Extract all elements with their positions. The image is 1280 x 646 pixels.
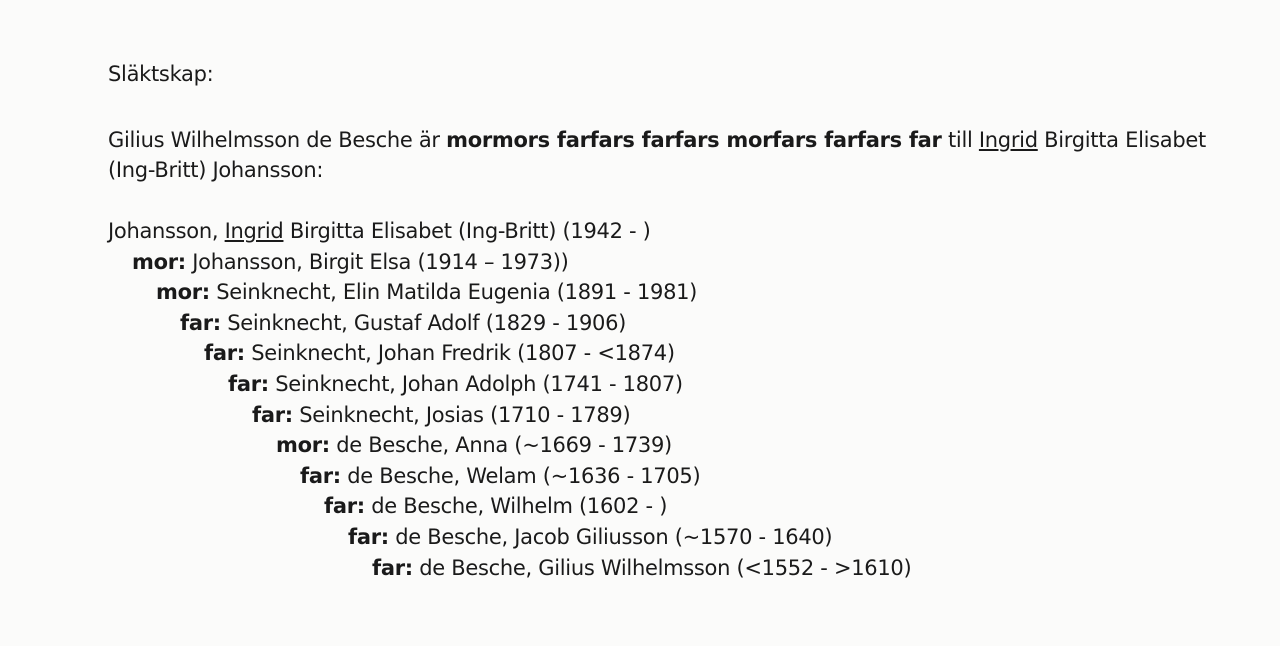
person-entry: de Besche, Gilius Wilhelmsson (<1552 - >1610) [412, 555, 912, 580]
person-entry: Seinknecht, Elin Matilda Eugenia (1891 - 1981) [209, 280, 698, 305]
root-prefix: Johansson, [108, 219, 225, 243]
root-suffix: Birgitta Elisabet (Ing-Britt) (1942 - ) [283, 219, 651, 243]
lineage-item [108, 308, 911, 339]
lineage-root [108, 216, 911, 247]
person-entry: de Besche, Wilhelm (1602 - ) [364, 494, 668, 519]
lineage-item [108, 400, 911, 431]
root-underlined-name: Ingrid [224, 219, 284, 243]
person-entry: de Besche, Jacob Giliusson (~1570 - 1640) [388, 524, 833, 549]
heading: Släktskap: [108, 62, 214, 86]
relation-label: far: [228, 371, 269, 396]
relation-label: far: [300, 463, 341, 488]
relation-label: mor: [132, 249, 186, 274]
person-entry: Johansson, Birgit Elsa (1914 – 1973)) [185, 249, 569, 274]
intro-connector: till [941, 128, 979, 152]
intro-relationship: mormors farfars farfars morfars farfars far [446, 128, 942, 152]
relation-label: mor: [156, 280, 210, 305]
intro-paragraph [108, 125, 1248, 185]
lineage-item [108, 369, 911, 400]
relation-label: far: [252, 402, 293, 427]
intro-name-rest: Birgitta Elisabet (Ing-Britt) Johansson: [108, 128, 1206, 182]
lineage-item [108, 430, 911, 461]
person-entry: de Besche, Anna (~1669 - 1739) [329, 433, 672, 458]
person-entry: de Besche, Welam (~1636 - 1705) [340, 463, 701, 488]
lineage-item [108, 491, 911, 522]
relation-label: far: [324, 494, 365, 519]
lineage-item [108, 461, 911, 492]
relation-label: far: [372, 555, 413, 580]
intro-underlined-name: Ingrid [978, 128, 1038, 152]
person-entry: Seinknecht, Johan Fredrik (1807 - <1874) [244, 341, 675, 366]
lineage-item [108, 522, 911, 553]
person-entry: Seinknecht, Gustaf Adolf (1829 - 1906) [220, 310, 627, 335]
lineage-item [108, 277, 911, 308]
person-entry: Seinknecht, Johan Adolph (1741 - 1807) [268, 371, 683, 396]
relation-label: far: [204, 341, 245, 366]
lineage-list [108, 216, 911, 583]
lineage-item [108, 553, 911, 584]
lineage-item [108, 338, 911, 369]
intro-text: Gilius Wilhelmsson de Besche är [108, 128, 447, 152]
lineage-item [108, 247, 911, 278]
relation-label: mor: [276, 433, 330, 458]
relation-label: far: [180, 310, 221, 335]
relation-label: far: [348, 524, 389, 549]
person-entry: Seinknecht, Josias (1710 - 1789) [292, 402, 631, 427]
